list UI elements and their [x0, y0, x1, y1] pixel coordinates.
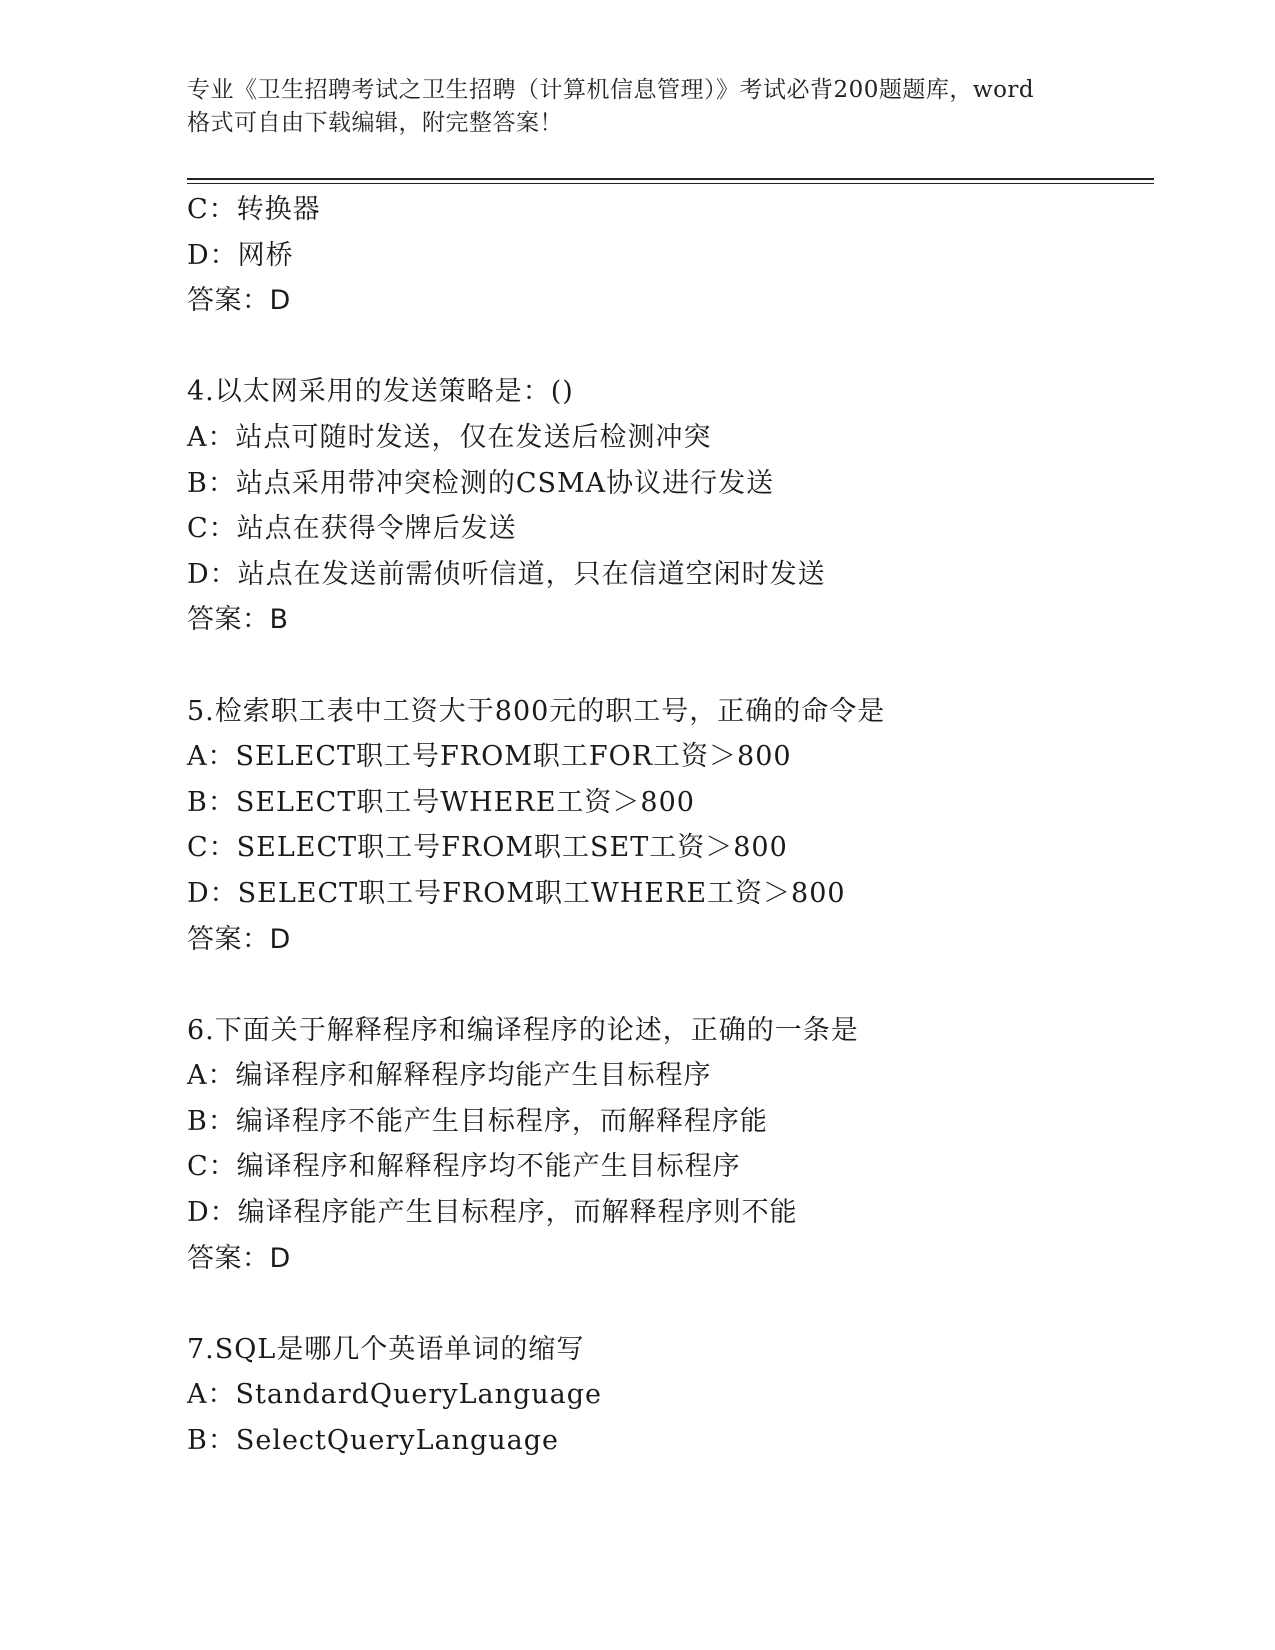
option-d: D：编译程序能产生目标程序，而解释程序则不能 — [187, 1197, 798, 1229]
option-b: B：SelectQueryLanguage — [187, 1425, 560, 1457]
question-6 — [187, 1008, 1147, 1282]
answer: 答案：D — [187, 1242, 291, 1274]
question-4 — [187, 369, 1147, 643]
header-title-line-2: 格式可自由下载编辑，附完整答案！ — [187, 110, 563, 136]
option-a: A：SELECT职工号FROM职工FOR工资＞800 — [187, 741, 792, 773]
question-text: 7.SQL是哪几个英语单词的缩写 — [187, 1333, 585, 1365]
option-a: A：StandardQueryLanguage — [187, 1379, 603, 1411]
question-5 — [187, 689, 1147, 963]
spacer — [187, 324, 1147, 370]
question-text: 6.下面关于解释程序和编译程序的论述，正确的一条是 — [187, 1014, 859, 1046]
option-d: D：站点在发送前需侦听信道，只在信道空闲时发送 — [187, 558, 826, 590]
header-divider-thin — [187, 183, 1154, 184]
header-title-line-1: 专业《卫生招聘考试之卫生招聘（计算机信息管理）》考试必背200题题库，word — [187, 77, 1035, 103]
header-divider — [187, 178, 1154, 180]
question-7 — [187, 1327, 1147, 1464]
option-c: C：SELECT职工号FROM职工SET工资＞800 — [187, 832, 788, 864]
option-d: D：网桥 — [187, 239, 294, 271]
answer: 答案：D — [187, 285, 291, 317]
document-header — [187, 74, 1087, 140]
option-c: C：站点在获得令牌后发送 — [187, 513, 517, 545]
spacer — [187, 643, 1147, 689]
option-c: C：编译程序和解释程序均不能产生目标程序 — [187, 1151, 741, 1183]
option-a: A：编译程序和解释程序均能产生目标程序 — [187, 1060, 712, 1092]
option-a: A：站点可随时发送，仅在发送后检测冲突 — [187, 421, 712, 453]
spacer — [187, 962, 1147, 1008]
option-d: D：SELECT职工号FROM职工WHERE工资＞800 — [187, 877, 846, 909]
question-text: 5.检索职工表中工资大于800元的职工号，正确的命令是 — [187, 695, 886, 727]
answer: 答案：D — [187, 923, 291, 955]
option-c: C：转换器 — [187, 194, 321, 225]
spacer — [187, 1281, 1147, 1327]
question-text: 4.以太网采用的发送策略是：() — [187, 376, 574, 408]
option-b: B：编译程序不能产生目标程序，而解释程序能 — [187, 1105, 768, 1137]
question-3-tail — [187, 187, 1147, 324]
question-list — [187, 187, 1147, 1464]
answer: 答案：B — [187, 604, 289, 636]
option-b: B：SELECT职工号WHERE工资＞800 — [187, 786, 695, 818]
option-b: B：站点采用带冲突检测的CSMA协议进行发送 — [187, 467, 775, 499]
